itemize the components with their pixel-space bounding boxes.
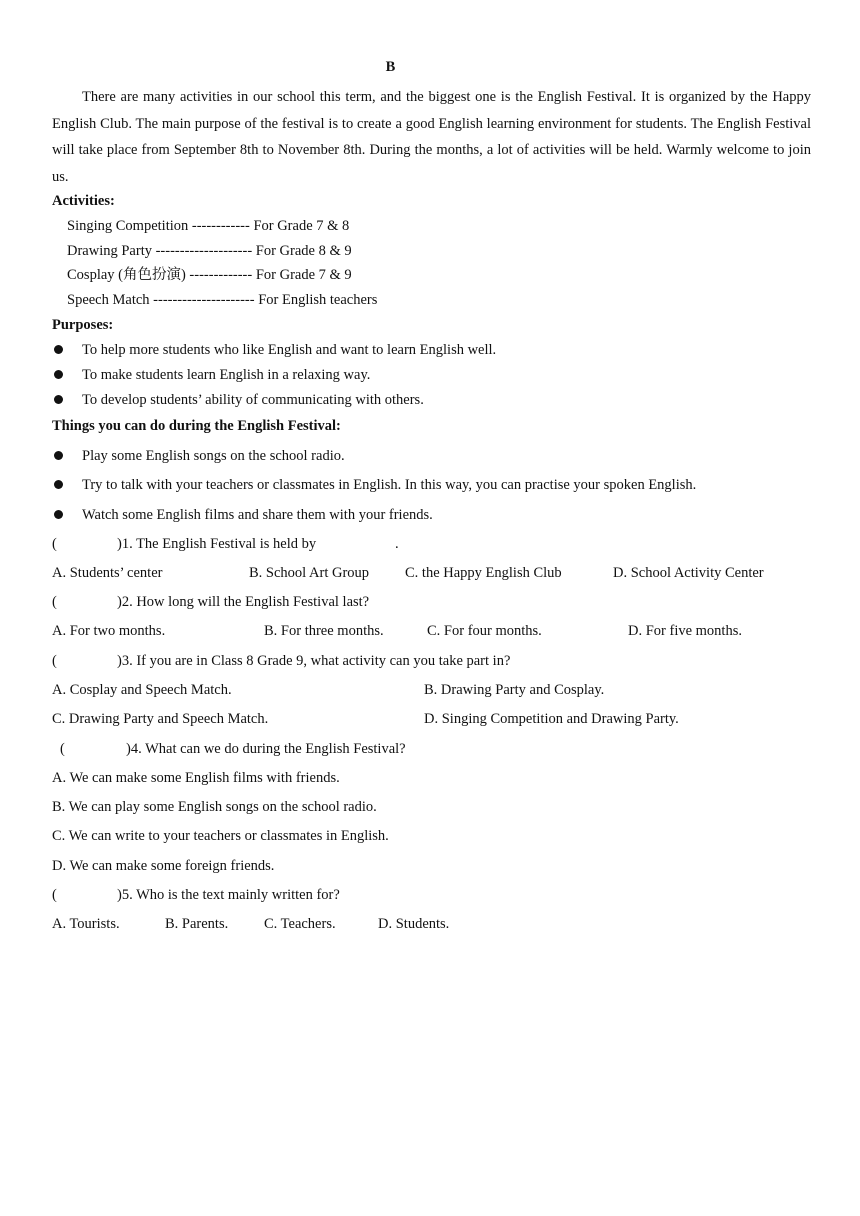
option-b: B. We can play some English songs on the school radio. (52, 799, 377, 815)
option-d: D. Students. (378, 916, 450, 932)
option-a: A. Students’ center (52, 565, 163, 581)
question-stem: )2. How long will the English Festival last? (117, 594, 370, 610)
activity-item: Cosplay (角色扮演) ------------- For Grade 7 & 9 (67, 267, 352, 283)
option-a: A. Cosplay and Speech Match. (52, 682, 232, 698)
purpose-text: To develop students’ ability of communicating with others. (82, 392, 424, 408)
option-d: D. We can make some foreign friends. (52, 858, 275, 874)
things-heading: Things you can do during the English Festival: (52, 418, 341, 434)
question-stem: )1. The English Festival is held by (117, 536, 317, 552)
question-stem: )5. Who is the text mainly written for? (117, 887, 340, 903)
option-a: A. Tourists. (52, 916, 120, 932)
option-d: D. For five months. (628, 623, 742, 639)
option-b: B. Parents. (165, 916, 229, 932)
question-stem: )4. What can we do during the English Festival? (126, 741, 406, 757)
activities-heading: Activities: (52, 193, 115, 209)
intro-paragraph: There are many activities in our school this term, and the biggest one is the English Festival. It is organized by the Happy English Club. The main purpose of the festival is to create a good English learning environment for students. The English Festival will take place from September 8th to November 8th. During the months, a lot of activities will be held. Warmly welcome to join us. (52, 89, 811, 186)
question-paren: ( (52, 536, 57, 552)
section-title: B (385, 59, 396, 75)
option-d: D. Singing Competition and Drawing Party. (424, 711, 679, 727)
bullet-icon (54, 480, 63, 489)
things-text: Play some English songs on the school radio. (82, 448, 345, 464)
purpose-text: To make students learn English in a relaxing way. (82, 367, 371, 383)
purposes-heading: Purposes: (52, 317, 114, 333)
bullet-icon (54, 451, 63, 460)
purpose-text: To help more students who like English and want to learn English well. (82, 342, 497, 358)
activity-item: Speech Match --------------------- For English teachers (67, 292, 378, 308)
bullet-icon (54, 370, 63, 379)
option-a: A. We can make some English films with friends. (52, 770, 340, 786)
question-paren: ( (52, 887, 57, 903)
option-b: B. School Art Group (249, 565, 370, 581)
option-a: A. For two months. (52, 623, 166, 639)
question-paren: ( (60, 741, 65, 757)
question-paren: ( (52, 594, 57, 610)
option-c: C. Drawing Party and Speech Match. (52, 711, 269, 727)
option-d: D. School Activity Center (613, 565, 764, 581)
question-stem: )3. If you are in Class 8 Grade 9, what activity can you take part in? (117, 653, 511, 669)
things-text: Try to talk with your teachers or classmates in English. In this way, you can practise your spoken English. (82, 477, 697, 493)
question-blank-end: . (395, 536, 399, 552)
things-text: Watch some English films and share them with your friends. (82, 507, 433, 523)
activity-item: Singing Competition ------------ For Grade 7 & 8 (67, 218, 350, 234)
question-paren: ( (52, 653, 57, 669)
option-c: C. For four months. (427, 623, 542, 639)
option-c: C. the Happy English Club (405, 565, 562, 581)
option-b: B. For three months. (264, 623, 384, 639)
option-c: C. Teachers. (264, 916, 336, 932)
option-b: B. Drawing Party and Cosplay. (424, 682, 605, 698)
activity-item: Drawing Party -------------------- For Grade 8 & 9 (67, 243, 352, 259)
bullet-icon (54, 510, 63, 519)
option-c: C. We can write to your teachers or classmates in English. (52, 828, 389, 844)
bullet-icon (54, 345, 63, 354)
bullet-icon (54, 395, 63, 404)
